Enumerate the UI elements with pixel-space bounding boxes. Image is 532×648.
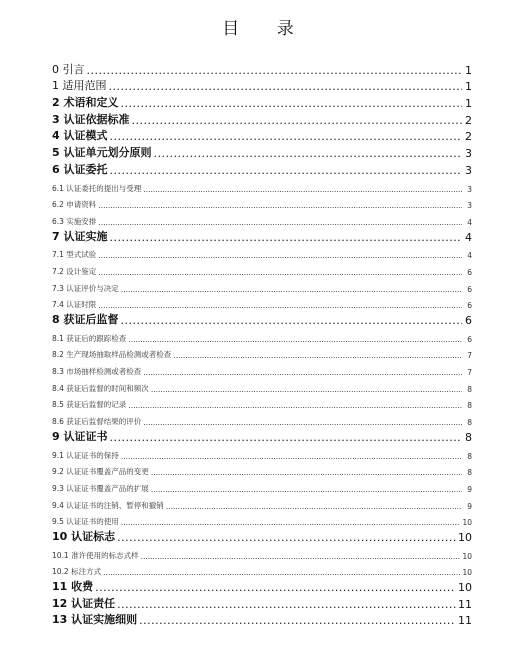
toc-page-number: 10	[458, 581, 472, 594]
toc-page-number: 8	[467, 418, 472, 428]
dot-leader	[103, 568, 460, 577]
toc-entry[interactable]	[52, 594, 472, 611]
page-title: 目 录	[222, 19, 310, 39]
toc-entry[interactable]	[52, 427, 472, 444]
toc-page-number: 1	[465, 97, 472, 111]
dot-leader	[128, 401, 462, 410]
toc-page-number: 3	[465, 163, 472, 177]
toc-entry[interactable]	[52, 160, 472, 177]
toc-subentry[interactable]	[52, 177, 472, 194]
toc-entry-label: 8.1 获证后的跟踪检查	[52, 333, 127, 343]
dot-leader	[128, 335, 462, 344]
dot-leader	[131, 114, 462, 127]
toc-page-number: 6	[467, 267, 472, 277]
dot-leader	[151, 485, 462, 494]
toc-page-number: 9	[467, 484, 472, 494]
toc-subentry[interactable]	[52, 244, 472, 261]
toc-entry-label: 3 认证依据标准	[52, 112, 130, 126]
toc-subentry[interactable]	[52, 260, 472, 277]
toc-page-number: 4	[467, 251, 472, 261]
toc-page-number: 2	[465, 113, 472, 127]
dot-leader	[98, 268, 462, 277]
toc-page-number: 4	[465, 230, 472, 244]
toc-page-number: 10	[458, 530, 472, 544]
toc-entry-label: 6.1 认证委托的提出与受理	[52, 183, 142, 193]
toc-entry-label: 8.3 市场抽样检测或者检查	[52, 367, 142, 377]
toc-subentry[interactable]	[52, 461, 472, 478]
dot-leader	[153, 147, 462, 160]
toc-subentry[interactable]	[52, 327, 472, 344]
dot-leader	[109, 231, 462, 244]
toc-entry-label: 6.3 实施安排	[52, 216, 97, 226]
toc-page-number: 7	[467, 368, 472, 378]
toc-entry-label: 9.5 认证证书的使用	[52, 517, 119, 527]
dot-leader	[98, 251, 462, 260]
table-of-contents	[52, 60, 472, 627]
toc-entry[interactable]	[52, 60, 472, 77]
dot-leader	[121, 518, 461, 527]
toc-page-number: 8	[465, 430, 472, 444]
toc-entry[interactable]	[52, 77, 472, 94]
toc-entry-label: 8 获证后监督	[52, 313, 119, 326]
toc-entry-label: 8.6 获证后监督结果的评价	[52, 417, 142, 427]
toc-page-number: 3	[467, 184, 472, 194]
toc-entry[interactable]	[52, 310, 472, 327]
dot-leader	[109, 130, 462, 143]
dot-leader	[98, 301, 462, 310]
toc-page-number: 7	[467, 351, 472, 361]
dot-leader	[87, 64, 463, 77]
toc-subentry[interactable]	[52, 561, 472, 578]
toc-entry-label: 0 引言	[52, 62, 85, 76]
toc-entry-label: 7.1 型式试验	[52, 250, 97, 260]
toc-entry[interactable]	[52, 577, 472, 594]
toc-entry-label: 6.2 申请资料	[52, 200, 97, 210]
dot-leader	[151, 385, 462, 394]
toc-entry[interactable]	[52, 143, 472, 160]
dot-leader	[173, 351, 462, 360]
toc-subentry[interactable]	[52, 494, 472, 511]
toc-page-number: 10	[462, 551, 472, 561]
dot-leader	[98, 218, 462, 227]
toc-entry-label: 9.1 认证证书的保持	[52, 450, 119, 460]
dot-leader	[98, 201, 462, 210]
toc-entry[interactable]	[52, 611, 472, 628]
toc-entry-label: 7 认证实施	[52, 229, 108, 243]
toc-page-number: 10	[462, 518, 472, 528]
dot-leader	[151, 468, 462, 477]
toc-page-number: 6	[467, 334, 472, 344]
toc-subentry[interactable]	[52, 360, 472, 377]
dot-leader	[120, 97, 462, 110]
toc-page-number: 6	[467, 301, 472, 311]
toc-entry-label: 8.2 生产现场抽取样品检测或者检查	[52, 350, 172, 360]
toc-entry-label: 2 术语和定义	[52, 96, 119, 110]
toc-entry-label: 8.5 获证后监督的记录	[52, 400, 127, 410]
toc-entry[interactable]	[52, 110, 472, 127]
toc-page-number: 3	[465, 147, 472, 161]
toc-page-number: 8	[467, 451, 472, 461]
dot-leader	[109, 431, 462, 444]
toc-page-number: 10	[462, 568, 472, 578]
toc-page-number: 6	[465, 314, 472, 327]
toc-subentry[interactable]	[52, 194, 472, 211]
toc-page-number: 4	[467, 217, 472, 227]
toc-entry-label: 9.2 认证证书覆盖产品的变更	[52, 467, 149, 477]
dot-leader	[143, 368, 462, 377]
toc-subentry[interactable]	[52, 544, 472, 561]
dot-leader	[143, 185, 462, 194]
toc-entry-label: 1 适用范围	[52, 79, 107, 93]
toc-entry-label: 7.2 设计鉴定	[52, 266, 97, 276]
toc-entry-label: 9.3 认证证书覆盖产品的扩展	[52, 483, 149, 493]
toc-subentry[interactable]	[52, 511, 472, 528]
dot-leader	[120, 314, 462, 327]
toc-page-number: 2	[465, 130, 472, 144]
toc-entry[interactable]	[52, 93, 472, 110]
toc-entry-label: 9 认证证书	[52, 429, 108, 443]
toc-entry[interactable]	[52, 227, 472, 244]
toc-entry-label: 10.2 标注方式	[52, 567, 102, 577]
toc-entry-label: 10.1 准许使用的标志式样	[52, 550, 139, 560]
dot-leader	[141, 552, 461, 561]
dot-leader	[117, 598, 456, 611]
toc-entry-label: 10 认证标志	[52, 529, 116, 543]
dot-leader	[117, 531, 456, 544]
toc-entry-label: 13 认证实施细则	[52, 613, 138, 627]
toc-page-number: 8	[467, 401, 472, 411]
toc-subentry[interactable]	[52, 277, 472, 294]
dot-leader	[109, 164, 462, 177]
toc-subentry[interactable]	[52, 394, 472, 411]
toc-subentry[interactable]	[52, 210, 472, 227]
toc-page-number: 8	[467, 468, 472, 478]
toc-entry[interactable]	[52, 527, 472, 544]
toc-page-number: 6	[467, 284, 472, 294]
dot-leader	[121, 285, 462, 294]
toc-page-number: 1	[465, 80, 472, 94]
toc-entry-label: 9.4 认证证书的注销、暂停和撤销	[52, 500, 164, 510]
toc-subentry[interactable]	[52, 410, 472, 427]
toc-entry-label: 11 收费	[52, 580, 94, 593]
dot-leader	[121, 452, 462, 461]
toc-entry-label: 8.4 获证后监督的时间和频次	[52, 383, 149, 393]
toc-entry-label: 12 认证责任	[52, 596, 116, 610]
toc-page-number: 11	[458, 614, 472, 628]
dot-leader	[95, 581, 456, 594]
toc-page-number: 11	[458, 597, 472, 611]
toc-entry-label: 5 认证单元划分原则	[52, 146, 152, 160]
toc-page-number: 1	[465, 63, 472, 77]
toc-page-number: 9	[467, 501, 472, 511]
toc-entry-label: 6 认证委托	[52, 162, 108, 176]
toc-entry-label: 4 认证模式	[52, 129, 108, 143]
dot-leader	[166, 502, 462, 511]
toc-subentry[interactable]	[52, 377, 472, 394]
toc-entry-label: 7.4 认证时限	[52, 300, 97, 310]
toc-entry[interactable]	[52, 127, 472, 144]
toc-page-number: 3	[467, 201, 472, 211]
toc-subentry[interactable]	[52, 344, 472, 361]
dot-leader	[143, 418, 462, 427]
toc-entry-label: 7.3 认证评价与决定	[52, 283, 119, 293]
toc-subentry[interactable]	[52, 444, 472, 461]
dot-leader	[139, 614, 456, 627]
toc-page-number: 8	[467, 384, 472, 394]
dot-leader	[109, 80, 463, 93]
toc-subentry[interactable]	[52, 294, 472, 311]
toc-subentry[interactable]	[52, 477, 472, 494]
